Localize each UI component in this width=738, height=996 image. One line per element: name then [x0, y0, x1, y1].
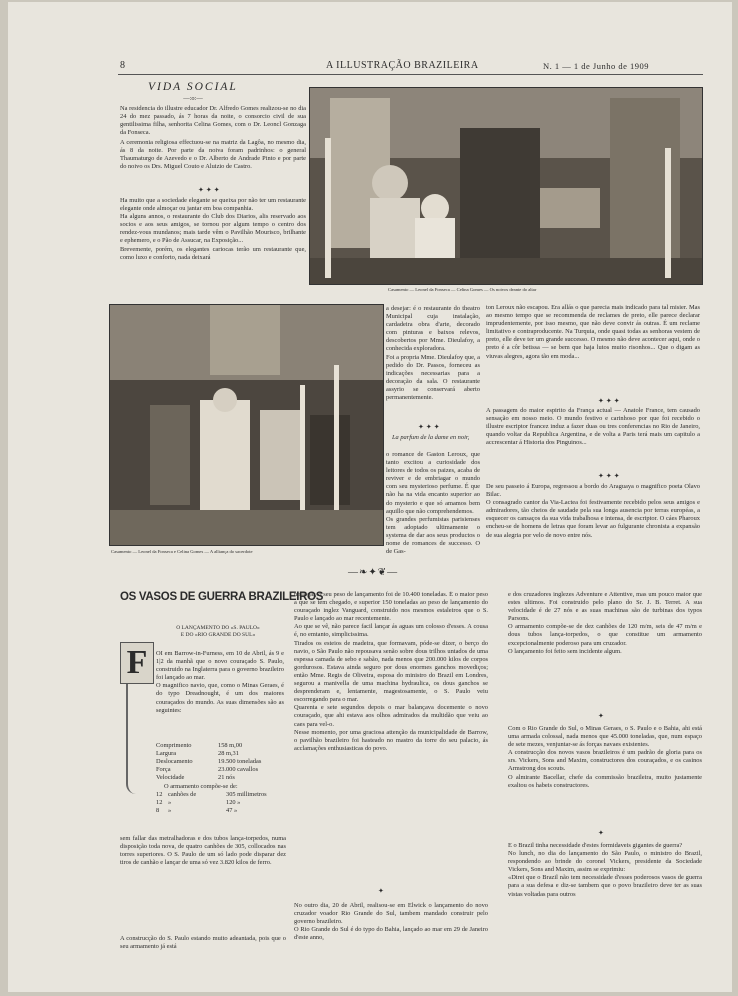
- vida-social-p2: A ceremonia religiosa effectuou-se na matriz da Lagôa, no mesmo dia, ás 8 da noite. Por parte da noiva foram padrinhos: o general Thaumaturgo de Azevedo e o Dr. Alberto de Andrade Pinto e por parte do noivo os Drs. Miguel Couto e Aluizio de Castro.: [120, 139, 306, 171]
- section-divider: —❧✦❦—: [348, 567, 399, 578]
- wedding-altar-photo: [309, 87, 703, 285]
- stars-divider-7: ✦: [598, 829, 606, 837]
- vasos-title: OS VASOS DE GUERRA BRAZILEIROS: [120, 591, 324, 603]
- spec-label: Deslocamento: [156, 758, 193, 765]
- spec-label: Velocidade: [156, 774, 185, 781]
- header-rule: [118, 74, 703, 75]
- spec-value: 28 m,31: [218, 750, 239, 757]
- title-ornament: —:o:—: [183, 95, 203, 102]
- vasos-col2: no logar, o seu peso de lançamento foi de 10.400 toneladas. É o maior peso a que se tem chegado, e superior 150 toneladas ao peso de lançamento do couraçado inglez Vanguard, construido nos mesmos estaleiros que o S. Paulo e lançado ao mar recentemente. Ao que se vê, não parece facil lançar ás aguas um colosso d'esses. A cousa é, no emtanto, simplicissima. Tirados os esteios de madeira, que formavam, póde-se dizer, o berço do navio, o São Paulo não repousava senão sobre dous trilhos untados de uma espessa camada de sebo e sabão, nada menos que 200.000 kilos de corpos gordurosos. Estava ainda seguro por dous enormes ganchos movediços; então Mme. Regis de Oliveira, esposa do ministro do Brazil em Londres, segurou a manivella de uma machina hydraulica, os dous ganchos se desprenderam e, lentamente, magestosamente, o S. Paulo veiu escorregando para o mar. Quarenta e sete segundos depois o mar balançava docemente o novo couraçado, que ahi estava aos olhos admirados da multidão que veiu ao caes para vel-o. Nesse momento, por uma graciosa attenção da municipalidade de Barrow, o pavilhão brazileiro foi hasteado no mastro da torre do seu palacio, ás acclamações enthusiasticas do povo.: [294, 591, 488, 752]
- vasos-col3-c: E o Brazil tinha necessidade d'estes formidaveis gigantes de guerra? No lunch, no dia do lançamento do São Paulo, o ministro do Brazil, respondendo ao brinde do coronel Vickers, presidente da Sociedade Vickers, Sons and Maxim, assim se exprimiu: «Direi que o Brazil não tem necessidade d'esses poderosos vasos de guerra para a sua defesa e diz-se tambem que o povo brazileiro deve ter as suas vistas voltadas para outros: [508, 842, 702, 898]
- armament-qty: 8: [156, 807, 160, 814]
- spec-label: Força: [156, 766, 171, 773]
- spec-value: 158 m,00: [218, 742, 243, 749]
- perfume-title: La parfum de la dame en noir,: [392, 434, 470, 441]
- vasos-col1-end: A construcção do S. Paulo estando muito adeantada, pois que o seu armamento já está: [120, 935, 286, 951]
- armament-item: »: [168, 807, 172, 814]
- stars-divider-6: ✦: [598, 712, 606, 720]
- armament-item: »: [168, 799, 172, 806]
- armament-item: canhões de: [168, 791, 197, 798]
- spec-value: 19.500 toneladas: [218, 758, 262, 765]
- armament-row: [156, 807, 286, 815]
- spec-row: [156, 742, 286, 750]
- spec-value: 21 nós: [218, 774, 235, 781]
- vasos-col2-end: No outro dia, 20 de Abril, realisou-se em Elwick o lançamento do novo cruzador voador Rio Grande do Sul, tambem mandado construir pelo governo brazileiro. O Rio Grande do Sul é do typo do Bahia, lançado ao mar em 29 de Janeiro d'este anno,: [294, 902, 488, 942]
- spec-row: [156, 750, 286, 758]
- specs-table: [156, 742, 286, 815]
- magazine-title: A ILLUSTRAÇÃO BRAZILEIRA: [326, 60, 479, 71]
- page-number: 8: [120, 60, 126, 71]
- armament-value: 305 millimetros: [226, 791, 267, 798]
- spec-value: 23.000 cavallos: [218, 766, 259, 773]
- magazine-page: [8, 2, 732, 992]
- drop-cap: [120, 642, 154, 684]
- wedding-altar-image: [310, 88, 702, 284]
- vasos-subtitle-1: O LANÇAMENTO DO «S. PAULO»: [176, 625, 260, 631]
- vida-social-p1: Na residencia do illustre educador Dr. Alfredo Gomes realizou-se no dia 24 do mez passado, ás 7 horas da noite, o consorcio civil de sua gentilissima filha, senhorita Celina Gomes, com o Dr. Leoncl Gonzaga da Fonseca.: [120, 105, 306, 137]
- armament-qty: 12: [156, 799, 163, 806]
- spec-label: Comprimento: [156, 742, 192, 749]
- vasos-subtitle-2: E DO «RIO GRANDE DO SUL»: [180, 632, 256, 638]
- spec-row: [156, 758, 286, 766]
- wedding-blessing-photo: [109, 304, 384, 546]
- stars-divider-5: ✦: [378, 887, 386, 895]
- drop-cap-flourish: [126, 684, 146, 794]
- vida-social-p7: A passagem do maior espirito da França actual — Anatole France, tem causado sensação em nosso meio. O mundo festivo e carinhoso por que foi recebido o illustre escriptor francez induz a fazer duas ou tres conferencias no Rio de Janeiro, quando voltar da Republica Argentina, e de volta a Paris terá mais um capitulo a accrescentar á Historia dos Pinguinos...: [486, 407, 700, 447]
- armament-value: 120 »: [226, 799, 241, 806]
- photo2-caption: Casamento — Leonel da Fonseca e Celina Gomes — A alliança do sacerdote: [111, 549, 253, 554]
- armament-value: 47 »: [226, 807, 238, 814]
- issue-info: N. 1 — 1 de Junho de 1909: [543, 61, 649, 71]
- vasos-intro: OI em Barrow-in-Furness, em 10 de Abril, ás 9 e 1|2 da manhã que o novo couraçado S. Paulo, construido na Inglaterra para o governo brazileiro foi lançado ao mar. O magnifico navio, que, como o Minas Geraes, é do typo Dreadnought, é um dos maiores couraçados do mundo. As suas dimensões são as seguintes:: [156, 650, 284, 714]
- vida-social-p5: o romance de Gaston Leroux, que tanto excitou a curiosidade dos leitores de todos os paizes, acaba de reviver e de embriagar o mundo com seu mysterioso perfume. É que não ha na vida encanto superior ao do mysterio e que só amamos bem aquillo que não comprehendemos. Os grandes perfumistas parisienses tem adoptado ultimamente o systema de dar aos seus productos o nome de romances de successo. O de Gas-: [386, 451, 480, 556]
- stars-divider-4: ✦✦✦: [598, 472, 622, 480]
- vasos-col3: e dos cruzadores inglezes Adventure e Attentive, mas um pouco maior que estes ultimos. Foi construido pelo plano do Sr. J. B. Terret. A sua velocidade é de 27 nós e as suas machinas são de turbinas dos typos Parsons. O armamento compõe-se de dez canhões de 120 m/m, seis de 47 m/m e dous tubos lança-torpedos, o que constitue um armamento excepcionalmente poderoso para um cruzador. O lançamento foi feito sem incidente algum.: [508, 591, 702, 655]
- photo1-caption: Casamento — Leonel da Fonseca — Celina Gomes — Os noivos deante do altar: [388, 287, 537, 292]
- armament-row: [156, 791, 286, 799]
- armament-row: [156, 799, 286, 807]
- armament-intro: O armamento compõe-se de:: [164, 783, 238, 790]
- vida-social-p8: De seu passeio á Europa, regressou a bordo do Araguaya o magnifico poeta Olavo Bilac. O consagrado cantor da Via-Lactea foi festivamente recebido pelos seus amigos e admiradores, tão cheios de saudade pela sua longa ausencia por terras européas, a esquecer os cansaços da sua vida trabalhosa e intensa, de escriptor. O cáes Pharoux encheu-se de homens de letras que foram levar ao fulgurante chronista a expansão de sua alegria por velo de novo entre nós.: [486, 483, 700, 539]
- spec-label: Largura: [156, 750, 177, 757]
- stars-divider: ✦✦✦: [198, 186, 222, 194]
- stars-divider-2: ✦✦✦: [418, 423, 442, 431]
- vida-social-p4: a desejar: é o restaurante do theatro Municipal cuja instalação, cardadeira obra d'arte, decorado com pinturas e baixos relevos, descobertos por Mme. Dieulafoy, a conhecida exploradora. Foi a propria Mme. Dieulafoy que, a pedido do Dr. Passos, forneceu as indicações necessarias para a decoração da sala. O restaurante assyrio se conservará aberto permanentemente.: [386, 305, 480, 402]
- stars-divider-3: ✦✦✦: [598, 397, 622, 405]
- spec-row: [156, 766, 286, 774]
- armament-qty: 12: [156, 791, 163, 798]
- vasos-col3-b: Com o Rio Grande do Sul, o Minas Geraes, o S. Paulo e o Bahia, ahi está uma armada colossal, nada menos que 45.000 toneladas, que, num espaço de sete mezes, venjuntar-se ás forças navaes existentes. A construcção dos novos vasos brazileiros é um padrão de gloria para os srs. Vickers, Sons and Maxim, constructores dos couraçados, e os casinos Armstrong dos scouts. O almirante Bacellar, chefe da commissão brazileira, muito justamente exaltou os habeis constructores.: [508, 725, 702, 789]
- vida-social-title: VIDA SOCIAL: [148, 81, 238, 93]
- vasos-col1-rest: sem fallar das metralhadoras e dos tubos lança-torpedos, numa disposição toda nova, de quatro canhões de 305, collocados nas torres superiores. O S. Paulo de um só lado pode disparar dez tiros de canhão e lançar de uma só vez 3.820 kilos de ferro.: [120, 835, 286, 867]
- vida-social-p3: Ha muito que a sociedade elegante se queixa por não ter um restaurante elegante onde almoçar ou jantar em boa companhia. Ha alguns annos, o restaurante do Club dos Diarios, alis reservado aos socios e aos seus amigos, se tornou por algum tempo o centro dos rendez-vous mundanos; mais tarde vêm o Pavilhão Mourisco, brilhante e ephemero, e o Pão de Assucar, na Exposição... Brevemente, porém, os elegantes cariocas terão um restaurante que, como luxo e conforto, nada deixará: [120, 197, 306, 261]
- spec-row: [156, 774, 286, 782]
- drop-cap-letter: F: [126, 644, 148, 681]
- vida-social-p6: ton Leroux não escapou. Era allás o que parecia mais indicado para tal misier. Mas ao mesmo tempo que se recommenda de reclames de preto, elle parece declarar imprudentemente, por isso mesmo, que não deve convir ás outras. É um reclame limitativo e contraproducente. Na Turquia, onde quasi todas as senhoras vestem de preto, elle deve ter um grande successo. O mesmo não deve acontecer aqui, onde o preto é a côr betissa — se bem que haja lutos muito risonhos... Que o digam as viuvas alegres, agora tão em moda...: [486, 304, 700, 360]
- wedding-blessing-image: [110, 305, 383, 545]
